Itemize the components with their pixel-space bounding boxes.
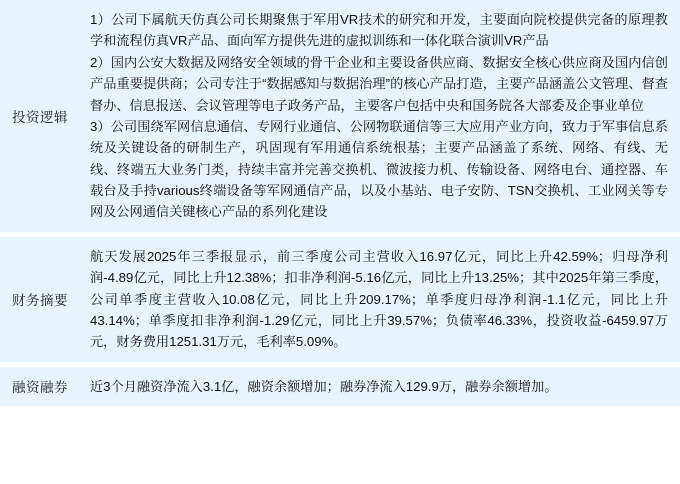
table-row — [0, 367, 680, 406]
row-label-investment-logic: 投资逻辑 — [0, 0, 80, 232]
row-content-margin-trading — [80, 367, 680, 406]
table-row — [0, 0, 680, 232]
paragraph: 近3个月融资净流入3.1亿，融资余额增加；融券净流入129.9万，融券余额增加。 — [90, 378, 558, 394]
paragraph: 1）公司下属航天仿真公司长期聚焦于军用VR技术的研究和开发，主要面向院校提供完备的原理教学和流程仿真VR产品、面向军方提供先进的虚拟训练和一体化联合演训VR产品 — [90, 12, 668, 49]
row-content-investment-logic — [80, 0, 680, 232]
paragraph: 航天发展2025年三季报显示，前三季度公司主营收入16.97亿元，同比上升42.59%；归母净利润-4.89亿元，同比上升12.38%；扣非净利润-5.16亿元，同比上升13.25%；其中2025年第三季度，公司单季度主营收入10.08亿元，同比上升209.17%；单季度归母净利润-1.1亿元，同比上升43.14%；单季度扣非净利润-1.29亿元，同比上升39.57%；负债率46.33%，投资收益-6459.97万元，财务费用1251.31万元，毛利率5.09%。 — [90, 248, 668, 350]
table-row — [0, 237, 680, 362]
paragraph: 2）国内公安大数据及网络安全领域的骨干企业和主要设备供应商、数据安全核心供应商及国内信创产品重要提供商；公司专注于“数据感知与数据治理”的核心产品打造，主要产品涵盖公文管理、督查督办、信息报送、会议管理等电子政务产品，主要客户包括中央和国务院各大部委及企事业单位 — [90, 54, 668, 113]
row-label-financial-summary: 财务摘要 — [0, 237, 80, 362]
row-label-margin-trading: 融资融券 — [0, 367, 80, 406]
row-content-financial-summary — [80, 237, 680, 362]
paragraph: 3）公司围绕军网信息通信、专网行业通信、公网物联通信等三大应用产业方向，致力于军事信息系统及关键设备的研制生产，巩固现有军用通信系统根基；主要产品涵盖了系统、网络、有线、无线、终端五大业务门类，持续丰富并完善交换机、微波接力机、传输设备、网络电台、通控器、车载台及手持various终端设备等军网通信产品，以及小基站、电子安防、TSN交换机、工业网关等专网及公网通信关键核心产品的系列化建设 — [90, 118, 668, 220]
